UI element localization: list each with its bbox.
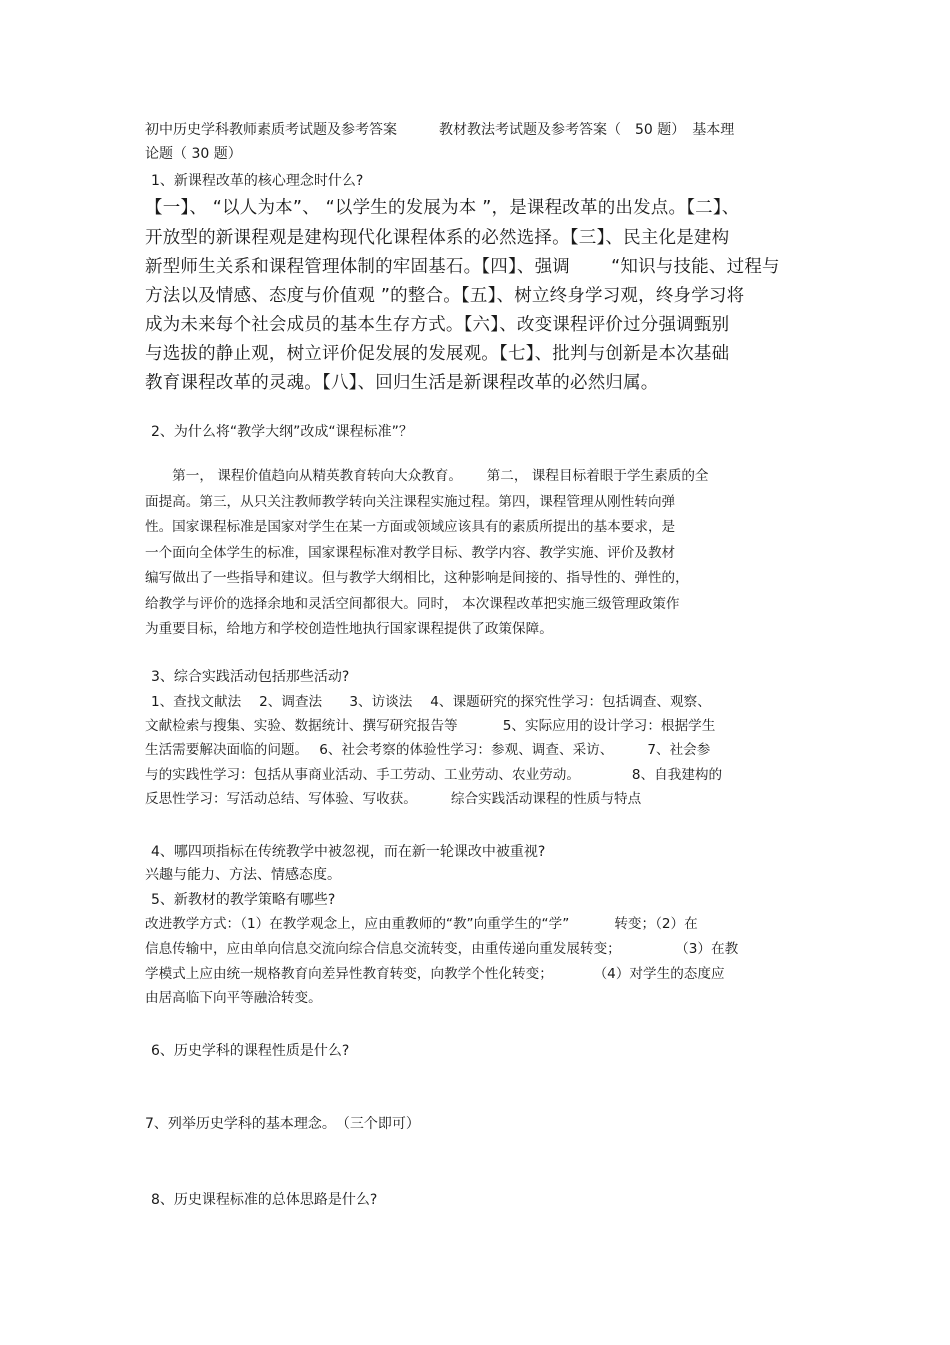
q2-line-1: 第一， 课程价值趋向从精英教育转向大众教育。 第二， 课程目标着眼于学生素质的全 bbox=[145, 468, 709, 484]
q1-line-2: 开放型的新课程观是建构现代化课程体系的必然选择。【三】、民主化是建构 bbox=[145, 228, 730, 248]
question-5-title: 5、新教材的教学策略有哪些? bbox=[151, 892, 336, 908]
q1-line-1: 【一】、 “以人为本”、 “以学生的发展为本 ”，是课程改革的出发点。【二】、 bbox=[145, 198, 740, 218]
q2-line-3: 性。国家课程标准是国家对学生在某一方面或领域应该具有的素质所提出的基本要求，是 bbox=[145, 519, 676, 535]
question-6-title: 6、历史学科的课程性质是什么? bbox=[151, 1043, 350, 1059]
q5-line-1: 改进教学方式：（1）在教学观念上，应由重教师的“教”向重学生的“学” 转变；（2）在 bbox=[145, 916, 698, 932]
q1-line-7: 教育课程改革的灵魂。【八】、回归生活是新课程改革的必然归属。 bbox=[145, 373, 659, 393]
q5-line-2: 信息传输中，应由单向信息交流向综合信息交流转变，由重传递向重发展转变； （3）在教 bbox=[145, 941, 739, 957]
q3-line-3: 生活需要解决面临的问题。 6、社会考察的体验性学习：参观、调查、采访、 7、社会参 bbox=[145, 742, 711, 758]
q3-line-4: 与的实践性学习：包括从事商业活动、手工劳动、工业劳动、农业劳动。 8、自我建构的 bbox=[145, 767, 723, 783]
q3-line-1: 1、查找文献法 2、调查法 3、访谈法 4、课题研究的探究性学习：包括调查、观察、 bbox=[151, 694, 711, 710]
q5-line-4: 由居高临下向平等融洽转变。 bbox=[145, 990, 322, 1006]
doc-title-line-2: 论题（ 30 题） bbox=[145, 146, 242, 162]
doc-title-line-1: 初中历史学科教师素质考试题及参考答案 教材教法考试题及参考答案（ 50 题） 基本理 bbox=[145, 122, 735, 138]
question-7-title: 7、列举历史学科的基本理念。 （三个即可） bbox=[145, 1116, 420, 1132]
q1-line-6: 与选拔的静止观，树立评价促发展的发展观。【七】、批判与创新是本次基础 bbox=[145, 344, 730, 364]
q2-line-4: 一个面向全体学生的标准，国家课程标准对教学目标、教学内容、教学实施、评价及教材 bbox=[145, 545, 676, 561]
q5-line-3: 学模式上应由统一规格教育向差异性教育转变，向教学个性化转变； （4）对学生的态度应 bbox=[145, 966, 725, 982]
question-2-title: 2、为什么将“教学大纲”改成“课程标准”？ bbox=[151, 424, 413, 440]
q2-line-6: 给教学与评价的选择余地和灵活空间都很大。同时， 本次课程改革把实施三级管理政策作 bbox=[145, 596, 680, 612]
question-3-title: 3、综合实践活动包括那些活动? bbox=[151, 669, 350, 685]
question-8-title: 8、历史课程标准的总体思路是什么? bbox=[151, 1192, 378, 1208]
q1-line-3: 新型师生关系和课程管理体制的牢固基石。【四】、强调 “知识与技能、过程与 bbox=[145, 257, 780, 277]
q2-line-2: 面提高。第三，从只关注教师教学转向关注课程实施过程。第四，课程管理从刚性转向弹 bbox=[145, 494, 676, 510]
question-1-title: 1、新课程改革的核心理念时什么? bbox=[151, 173, 364, 189]
q2-line-7: 为重要目标，给地方和学校创造性地执行国家课程提供了政策保障。 bbox=[145, 621, 553, 637]
question-4-title: 4、哪四项指标在传统教学中被忽视，而在新一轮课改中被重视? bbox=[151, 844, 546, 860]
question-4-answer: 兴趣与能力、方法、情感态度。 bbox=[145, 867, 341, 883]
q3-line-2: 文献检索与搜集、实验、数据统计、撰写研究报告等 5、实际应用的设计学习：根据学生 bbox=[145, 718, 716, 734]
q1-line-4: 方法以及情感、态度与价值观 ”的整合。【五】、树立终身学习观，终身学习将 bbox=[145, 286, 745, 306]
q3-line-5: 反思性学习：写活动总结、写体验、写收获。 综合实践活动课程的性质与特点 bbox=[145, 791, 642, 807]
q1-line-5: 成为未来每个社会成员的基本生存方式。【六】、改变课程评价过分强调甄别 bbox=[145, 315, 730, 335]
q2-line-5: 编写做出了一些指导和建议。但与教学大纲相比，这种影响是间接的、指导性的、弹性的， bbox=[145, 570, 689, 586]
